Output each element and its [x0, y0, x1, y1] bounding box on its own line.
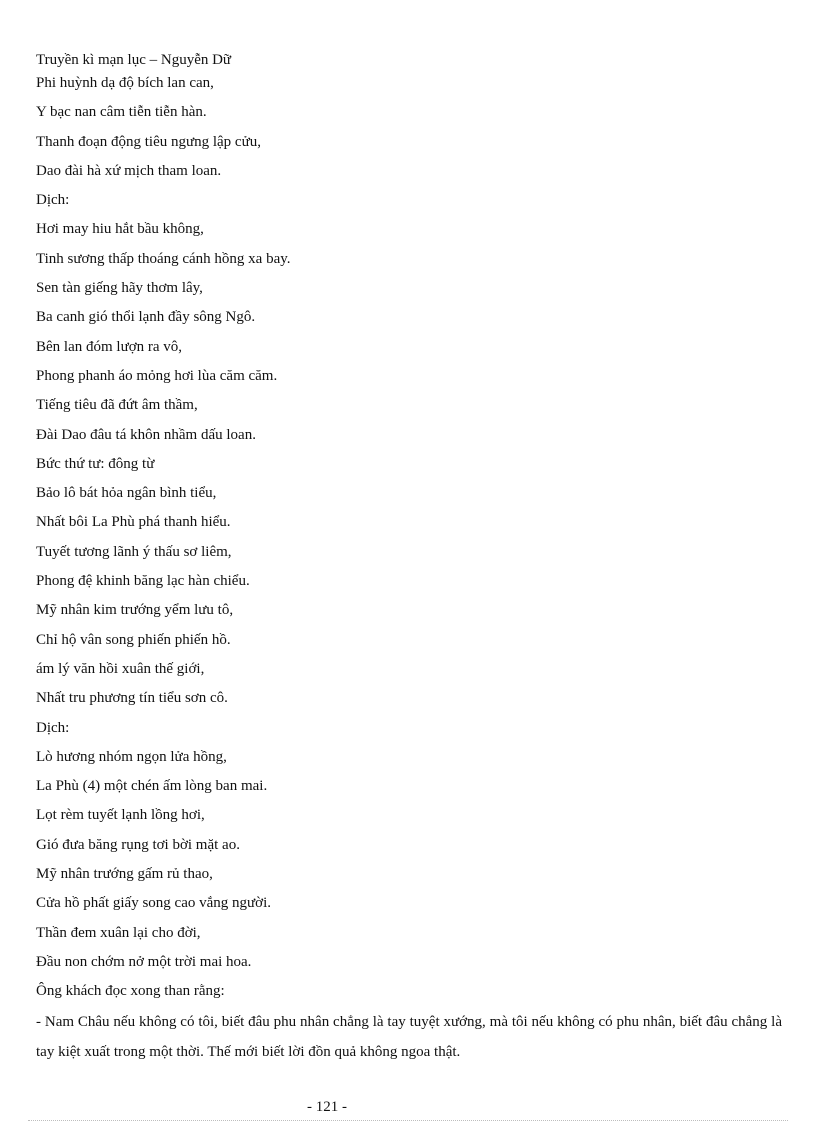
text-line: Bên lan đóm lượn ra vô, [36, 338, 183, 355]
text-line: Tiếng tiêu đã đứt âm thầm, [36, 397, 198, 414]
text-line: Dao đài hà xứ mịch tham loan. [36, 162, 222, 179]
text-line: Bức thứ tư: đông từ [36, 455, 155, 472]
text-line: Lò hương nhóm ngọn lửa hồng, [36, 748, 227, 765]
text-line: Chỉ hộ vân song phiến phiến hồ. [36, 631, 231, 648]
text-line: Bảo lô bát hỏa ngân bình tiểu, [36, 485, 217, 502]
poem-lines [36, 69, 782, 1007]
text-line: Y bạc nan câm tiễn tiễn hàn. [36, 104, 207, 121]
text-line: Ông khách đọc xong than rằng: [36, 983, 225, 1000]
text-line: Đầu non chớm nở một trời mai hoa. [36, 953, 252, 970]
text-line: Mỹ nhân kim trướng yểm lưu tô, [36, 602, 234, 619]
running-header: Truyền kì mạn lục – Nguyễn Dữ [36, 52, 232, 68]
text-line: Sen tàn giếng hãy thơm lây, [36, 280, 203, 297]
text-line: Phi huỳnh dạ độ bích lan can, [36, 75, 214, 91]
text-line: Phong phanh áo mỏng hơi lùa căm căm. [36, 367, 278, 384]
text-line: Cửa hồ phất giấy song cao vắng người. [36, 895, 271, 912]
document-page [36, 52, 782, 1007]
text-line: Tinh sương thấp thoáng cánh hồng xa bay. [36, 250, 291, 267]
text-line: Nhất tru phương tín tiểu sơn cô. [36, 690, 228, 707]
page-number: - 121 - [307, 1099, 347, 1115]
text-line: Tuyết tương lãnh ý thấu sơ liêm, [36, 543, 232, 560]
text-line: La Phù (4) một chén ấm lòng ban mai. [36, 778, 268, 795]
text-line: Ba canh gió thổi lạnh đầy sông Ngô. [36, 309, 256, 326]
text-line: Dịch: [36, 192, 70, 209]
text-line: Dịch: [36, 719, 70, 736]
text-line: Lọt rèm tuyết lạnh lồng hơi, [36, 807, 205, 824]
text-line: Mỹ nhân trướng gấm rủ thao, [36, 866, 213, 883]
text-line: Phong đệ khinh băng lạc hàn chiểu. [36, 573, 250, 590]
text-line: Đài Dao đâu tá khôn nhầm dấu loan. [36, 426, 256, 443]
footer-divider [28, 1120, 788, 1121]
text-line: Gió đưa băng rụng tơi bời mặt ao. [36, 836, 240, 853]
text-line: Hơi may hiu hắt bầu không, [36, 221, 204, 238]
text-line: ám lý văn hồi xuân thế giới, [36, 660, 205, 677]
text-line: Nhất bôi La Phù phá thanh hiểu. [36, 514, 231, 531]
text-line: Thần đem xuân lại cho đời, [36, 924, 201, 941]
closing-paragraph: - Nam Châu nếu không có tôi, biết đâu phu nhân chẳng là tay tuyệt xướng, mà tôi nếu không có phu nhân, biết đâu chẳng là tay kiệt xuất trong một thời. Thế mới biết lời đồn quả không ngoa thật. [36, 1014, 782, 1060]
text-line: Thanh đoạn động tiêu ngưng lập cửu, [36, 133, 261, 150]
